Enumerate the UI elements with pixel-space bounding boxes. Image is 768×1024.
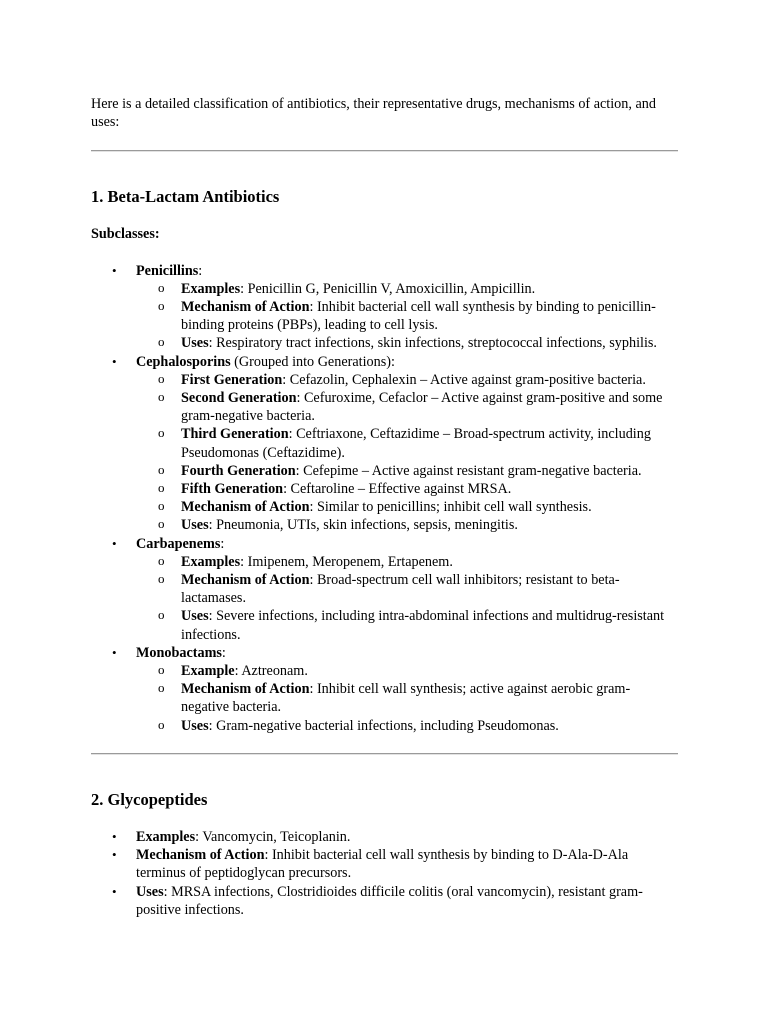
section-1-title: 1. Beta-Lactam Antibiotics [91,187,280,207]
item-text: : Similar to penicillins; inhibit cell wall synthesis. [309,499,592,516]
item-label: Examples [136,828,196,845]
item-text: : Gram-negative bacterial infections, including Pseudomonas. [208,717,559,734]
item-label: Mechanism of Action [181,299,310,316]
bullet: o [158,480,165,496]
list-item [136,480,678,498]
list-item [91,883,678,919]
list-item [136,371,678,389]
subclass-suffix: : [221,644,226,661]
list-item [136,334,678,352]
divider-2 [91,753,678,755]
item-text: : Inhibit cell wall synthesis; active against aerobic gram-negative bacteria. [181,681,631,716]
bullet: • [112,535,117,551]
list-item [136,662,678,680]
subclass-name: Carbapenems [136,535,221,552]
cephalosporins-details [136,371,678,535]
item-label: Uses [181,517,209,534]
item-label: First Generation [181,371,283,388]
bullet: o [158,662,165,678]
list-item [136,680,678,716]
carbapenems-details [136,553,678,644]
item-text: : Inhibit bacterial cell wall synthesis by binding to D-Ala-D-Ala terminus of peptidoglycan precursors. [136,847,629,882]
item-text: : Pneumonia, UTIs, skin infections, sepsis, meningitis. [208,517,518,534]
bullet: • [112,644,117,660]
bullet: o [158,680,165,696]
subclass-name: Penicillins [136,262,199,279]
list-item [136,516,678,534]
item-text: : MRSA infections, Clostridioides difficile colitis (oral vancomycin), resistant gram-positive infections. [136,883,643,918]
list-item [136,553,678,571]
bullet: o [158,498,165,514]
bullet: • [112,847,117,863]
list-item [91,846,678,882]
item-text: : Cefazolin, Cephalexin – Active against gram-positive bacteria. [282,371,646,388]
item-label: Uses [181,717,209,734]
monobactams-details [136,662,678,735]
list-item [136,717,678,735]
item-text: : Respiratory tract infections, skin infections, streptococcal infections, syphilis. [208,335,657,352]
subclasses-label: Subclasses: [91,226,160,243]
list-item [136,498,678,516]
item-label: Second Generation [181,390,297,407]
bullet: o [158,716,165,732]
list-item [136,607,678,643]
item-label: Mechanism of Action [181,499,310,516]
list-item [136,425,678,461]
glycopeptides-list [91,828,678,919]
item-text: : Penicillin G, Penicillin V, Amoxicillin, Ampicillin. [240,280,536,297]
list-item [136,298,678,334]
list-item [136,280,678,298]
subclass-name: Cephalosporins [136,353,231,370]
bullet: o [158,571,165,587]
subclass-penicillins [91,262,678,353]
penicillins-details [136,280,678,353]
subclass-carbapenems [91,535,678,644]
item-label: Mechanism of Action [136,847,265,864]
item-text: : Broad-spectrum cell wall inhibitors; resistant to beta-lactamases. [181,572,620,607]
item-text: : Cefepime – Active against resistant gram-negative bacteria. [295,462,642,479]
bullet: o [158,607,165,623]
item-text: : Inhibit bacterial cell wall synthesis by binding to penicillin-binding proteins (PBPs), leading to cell lysis. [181,299,656,334]
bullet: • [112,828,117,844]
bullet: • [112,262,117,278]
bullet: o [158,370,165,386]
list-item [136,462,678,480]
subclass-list [91,262,678,735]
bullet: • [112,883,117,899]
item-label: Example [181,663,235,680]
item-label: Third Generation [181,426,289,443]
subclass-suffix: : [220,535,225,552]
item-text: : Ceftaroline – Effective against MRSA. [283,481,512,498]
bullet: o [158,461,165,477]
bullet: o [158,334,165,350]
item-text: : Severe infections, including intra-abdominal infections and multidrug-resistant infections. [181,608,665,643]
item-label: Uses [181,335,209,352]
subclass-monobactams [91,644,678,735]
section-2-title: 2. Glycopeptides [91,789,208,809]
item-text: : Imipenem, Meropenem, Ertapenem. [240,553,453,570]
bullet: o [158,298,165,314]
bullet: o [158,425,165,441]
item-label: Mechanism of Action [181,572,310,589]
item-label: Uses [181,608,209,625]
item-label: Uses [136,883,164,900]
item-label: Examples [181,553,241,570]
item-text: : Cefuroxime, Cefaclor – Active against gram-positive and some gram-negative bacteria. [181,390,663,425]
subclass-suffix: : [198,262,203,279]
item-text: : Ceftriaxone, Ceftazidime – Broad-spectrum activity, including Pseudomonas (Ceftazidime). [181,426,651,461]
item-label: Fifth Generation [181,481,284,498]
bullet: o [158,389,165,405]
list-item [91,828,678,846]
subclass-cephalosporins [91,353,678,535]
divider-1 [91,150,678,152]
bullet: • [112,353,117,369]
subclass-name: Monobactams [136,644,222,661]
intro-paragraph: Here is a detailed classification of antibiotics, their representative drugs, mechanisms of action, and uses: [91,96,656,131]
subclass-suffix: (Grouped into Generations): [230,353,395,370]
bullet: o [158,279,165,295]
item-text: : Vancomycin, Teicoplanin. [195,828,351,845]
item-label: Fourth Generation [181,462,296,479]
list-item [136,571,678,607]
item-label: Mechanism of Action [181,681,310,698]
list-item [136,389,678,425]
item-text: : Aztreonam. [234,663,308,680]
bullet: o [158,552,165,568]
bullet: o [158,516,165,532]
item-label: Examples [181,280,241,297]
